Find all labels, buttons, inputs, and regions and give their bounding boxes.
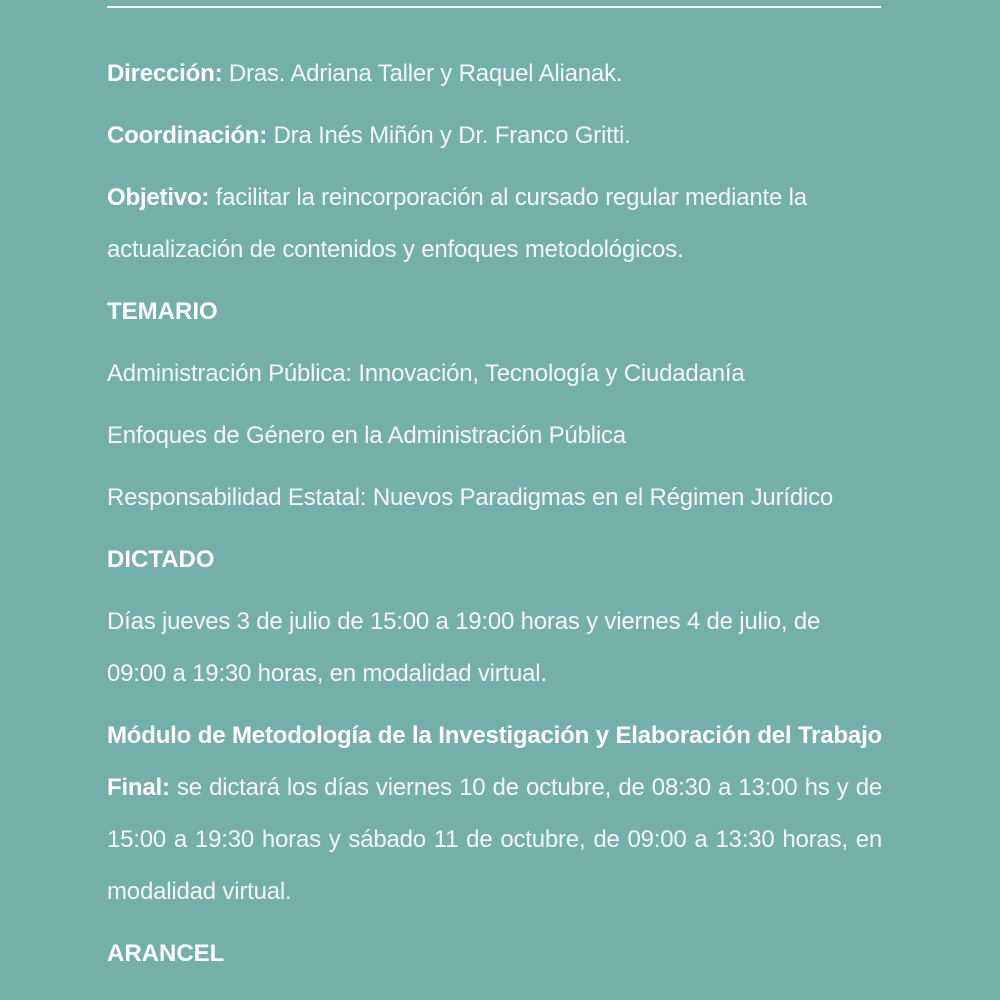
- direccion-text: Dras. Adriana Taller y Raquel Alianak.: [222, 60, 623, 87]
- objetivo-label: Objetivo:: [107, 184, 210, 211]
- dictado-heading: DICTADO: [107, 546, 215, 573]
- document-content: [107, 48, 882, 990]
- temario-item-1: Administración Pública: Innovación, Tecnología y Ciudadanía: [107, 360, 745, 387]
- objetivo-text: facilitar la reincorporación al cursado regular mediante la actualización de contenidos y enfoques metodológicos.: [107, 184, 807, 263]
- temario-item-2: Enfoques de Género en la Administración Pública: [107, 422, 626, 449]
- arancel-heading: ARANCEL: [107, 940, 225, 967]
- temario-item-3: Responsabilidad Estatal: Nuevos Paradigmas en el Régimen Jurídico: [107, 484, 834, 511]
- dictado-text: Días jueves 3 de julio de 15:00 a 19:00 horas y viernes 4 de julio, de 09:00 a 19:30 horas, en modalidad virtual.: [107, 608, 821, 687]
- coordinacion-paragraph: [107, 110, 882, 162]
- objetivo-paragraph: [107, 172, 882, 276]
- direccion-paragraph: [107, 48, 882, 100]
- direccion-label: Dirección:: [107, 60, 223, 87]
- coordinacion-label: Coordinación:: [107, 122, 268, 149]
- modulo-label: Módulo de Metodología de la Investigación y Elaboración del Trabajo Final:: [107, 722, 882, 801]
- modulo-paragraph: [107, 710, 882, 918]
- modulo-text: se dictará los días viernes 10 de octubre, de 08:30 a 13:00 hs y de 15:00 a 19:30 horas y sábado 11 de octubre, de 09:00 a 13:30 horas, en modalidad virtual.: [107, 774, 882, 905]
- coordinacion-text: Dra Inés Miñón y Dr. Franco Gritti.: [267, 122, 631, 149]
- temario-heading: TEMARIO: [107, 298, 218, 325]
- top-divider: [107, 6, 881, 8]
